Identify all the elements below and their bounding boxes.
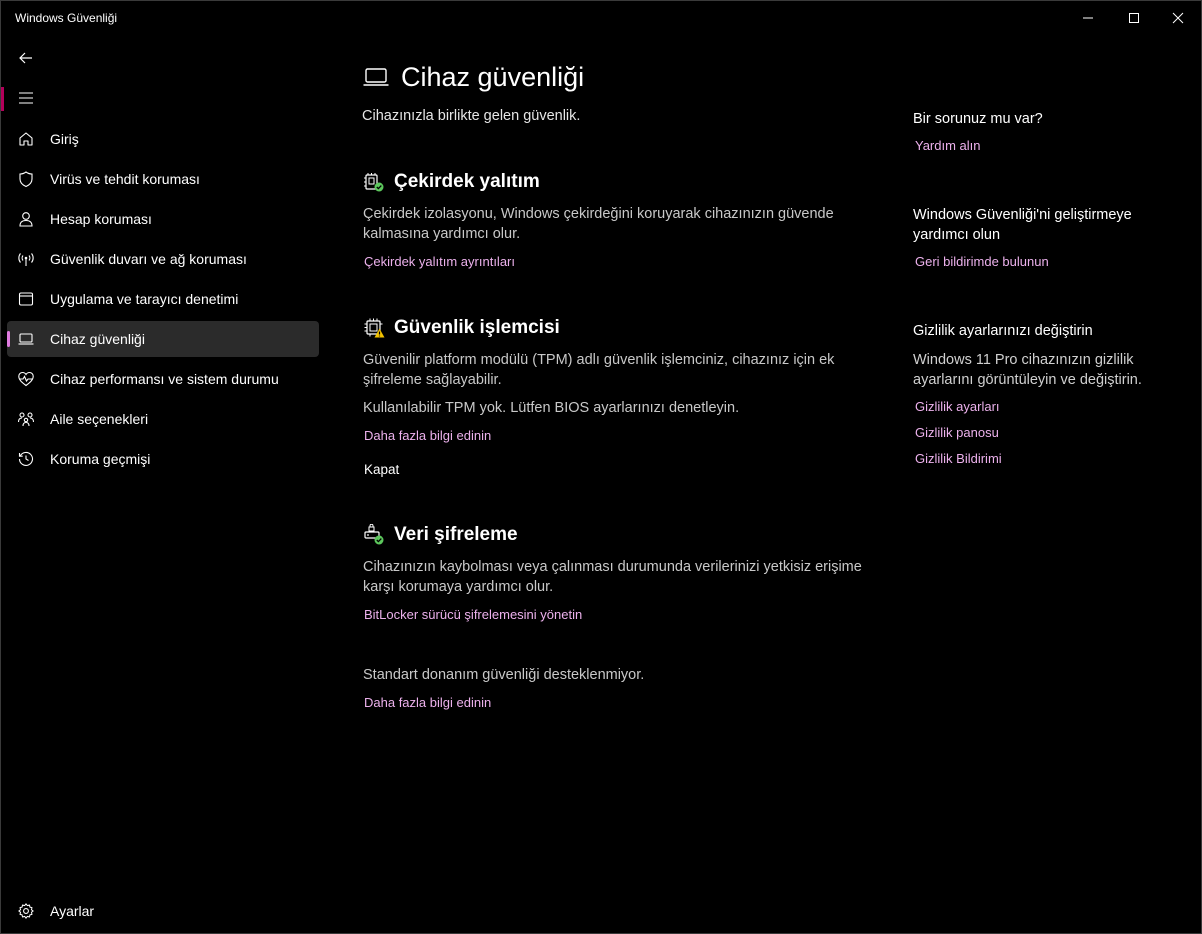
page-subtitle: Cihazınızla birlikte gelen güvenlik. bbox=[362, 108, 581, 124]
page-title: Cihaz güvenliği bbox=[401, 61, 585, 92]
shield-icon bbox=[17, 170, 35, 188]
sidebar-item-label: Giriş bbox=[50, 131, 79, 147]
sidebar-item-label: Güvenlik duvarı ve ağ koruması bbox=[50, 251, 247, 267]
give-feedback-link[interactable]: Geri bildirimde bulunun bbox=[915, 254, 1049, 269]
sidebar-nav bbox=[7, 121, 319, 481]
minimize-button[interactable] bbox=[1065, 1, 1111, 35]
page-header bbox=[363, 59, 584, 95]
sidebar-item-label: Virüs ve tehdit koruması bbox=[50, 171, 200, 187]
help-title: Bir sorunuz mu var? bbox=[913, 111, 1043, 127]
hamburger-icon bbox=[18, 91, 34, 105]
feedback-title: Windows Güvenliği'ni geliştirmeye yardımcı olun bbox=[913, 207, 1132, 243]
hardware-security-text: Standart donanım güvenliği desteklenmiyor. bbox=[363, 667, 645, 683]
settings-label: Ayarlar bbox=[50, 903, 95, 919]
maximize-button[interactable] bbox=[1111, 1, 1157, 35]
laptop-icon bbox=[363, 67, 389, 87]
help-panel bbox=[913, 109, 1173, 153]
sidebar-item-settings[interactable] bbox=[7, 893, 319, 929]
data-encryption-ok-icon bbox=[363, 524, 385, 546]
sidebar-item-device-security[interactable] bbox=[7, 321, 319, 357]
sidebar-item-label: Aile seçenekleri bbox=[50, 411, 149, 427]
section-title: Çekirdek yalıtım bbox=[394, 171, 540, 192]
person-icon bbox=[17, 210, 35, 228]
menu-button[interactable] bbox=[9, 83, 43, 113]
privacy-dashboard-link[interactable]: Gizlilik panosu bbox=[915, 425, 999, 440]
privacy-text: Windows 11 Pro cihazınızın gizlilik ayarlarını görüntüleyin ve değiştirin. bbox=[913, 352, 1142, 388]
history-icon bbox=[17, 450, 35, 468]
sidebar-item-label: Koruma geçmişi bbox=[50, 451, 151, 467]
privacy-panel bbox=[913, 321, 1173, 466]
core-isolation-section bbox=[363, 169, 863, 271]
app-title: Windows Güvenliği bbox=[15, 11, 118, 25]
tpm-status-note: Kullanılabilir TPM yok. Lütfen BIOS ayarlarınızı denetleyin. bbox=[363, 400, 740, 416]
section-title: Güvenlik işlemcisi bbox=[394, 317, 560, 338]
dismiss-link[interactable]: Kapat bbox=[364, 462, 400, 477]
back-arrow-icon bbox=[18, 50, 34, 66]
section-description: Güvenilir platform modülü (TPM) adlı güvenlik işlemciniz, cihazınız için ek şifreleme sağlayabilir. bbox=[363, 352, 835, 388]
laptop-icon bbox=[17, 330, 35, 348]
sidebar-item-family-options[interactable] bbox=[7, 401, 319, 437]
security-processor-section bbox=[363, 315, 863, 479]
back-button[interactable] bbox=[9, 43, 43, 73]
title-bar bbox=[1, 1, 1201, 35]
core-isolation-ok-icon bbox=[363, 171, 385, 193]
privacy-title: Gizlilik ayarlarınızı değiştirin bbox=[913, 323, 1093, 339]
heart-pulse-icon bbox=[17, 370, 35, 388]
security-processor-warning-icon bbox=[363, 317, 385, 339]
close-icon bbox=[1172, 12, 1184, 24]
sidebar-item-protection-history[interactable] bbox=[7, 441, 319, 477]
wifi-antenna-icon bbox=[17, 250, 35, 268]
close-button[interactable] bbox=[1155, 1, 1201, 35]
core-isolation-details-link[interactable]: Çekirdek yalıtım ayrıntıları bbox=[364, 254, 515, 269]
sidebar-item-app-browser-control[interactable] bbox=[7, 281, 319, 317]
minimize-icon bbox=[1082, 12, 1094, 24]
privacy-statement-link[interactable]: Gizlilik Bildirimi bbox=[915, 451, 1002, 466]
sidebar-item-virus-protection[interactable] bbox=[7, 161, 319, 197]
feedback-panel bbox=[913, 205, 1173, 269]
sidebar-item-label: Uygulama ve tarayıcı denetimi bbox=[50, 291, 239, 307]
privacy-settings-link[interactable]: Gizlilik ayarları bbox=[915, 399, 1000, 414]
hardware-security-section bbox=[363, 665, 863, 712]
sidebar-item-home[interactable] bbox=[7, 121, 319, 157]
sidebar-item-device-performance[interactable] bbox=[7, 361, 319, 397]
section-description: Cihazınızın kaybolması veya çalınması durumunda verilerinizi yetkisiz erişime karşı korumaya yardımcı olur. bbox=[363, 559, 862, 595]
section-description: Çekirdek izolasyonu, Windows çekirdeğini koruyarak cihazınızın güvende kalmasına yardımcı olur. bbox=[363, 206, 834, 242]
section-title: Veri şifreleme bbox=[394, 524, 518, 545]
family-icon bbox=[17, 410, 35, 428]
gear-icon bbox=[17, 902, 35, 920]
sidebar-item-firewall[interactable] bbox=[7, 241, 319, 277]
home-icon bbox=[17, 130, 35, 148]
sidebar-item-label: Cihaz performansı ve sistem durumu bbox=[50, 371, 279, 387]
learn-more-link[interactable]: Daha fazla bilgi edinin bbox=[364, 428, 492, 443]
sidebar-item-label: Cihaz güvenliği bbox=[50, 331, 145, 347]
sidebar-item-label: Hesap koruması bbox=[50, 211, 152, 227]
learn-more-link[interactable]: Daha fazla bilgi edinin bbox=[364, 695, 492, 710]
get-help-link[interactable]: Yardım alın bbox=[915, 138, 981, 153]
maximize-icon bbox=[1128, 12, 1140, 24]
app-window-icon bbox=[17, 290, 35, 308]
data-encryption-section bbox=[363, 522, 863, 624]
sidebar-item-account-protection[interactable] bbox=[7, 201, 319, 237]
accent-mark bbox=[1, 87, 4, 111]
bitlocker-manage-link[interactable]: BitLocker sürücü şifrelemesini yönetin bbox=[364, 607, 583, 622]
